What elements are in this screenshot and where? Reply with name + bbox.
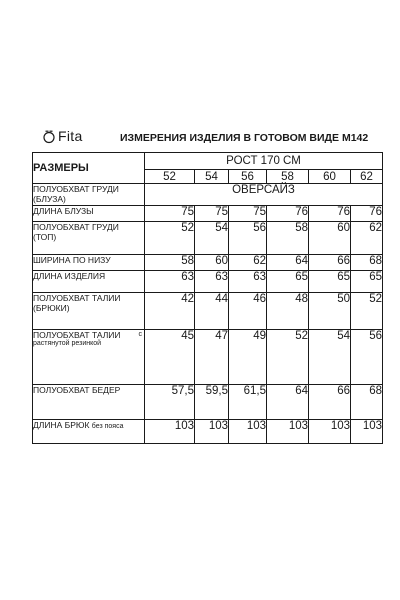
value-cell: 60 (195, 255, 229, 271)
value-cell: 68 (351, 255, 383, 271)
value-cell: 56 (229, 222, 267, 255)
table-header-row (33, 153, 383, 170)
value-cell: 66 (309, 255, 351, 271)
value-cell: 50 (309, 293, 351, 330)
table-row (33, 222, 383, 255)
header (42, 128, 378, 150)
table-row (33, 271, 383, 293)
value-cell: 54 (195, 222, 229, 255)
row-label: ПОЛУОБХВАТ ТАЛИИ (БРЮКИ) (33, 293, 145, 330)
value-cell: 65 (309, 271, 351, 293)
value-cell: 60 (309, 222, 351, 255)
size-cell: 52 (145, 170, 195, 184)
row-label: ДЛИНА ИЗДЕЛИЯ (33, 271, 145, 293)
value-cell: 75 (145, 206, 195, 222)
size-cell: 62 (351, 170, 383, 184)
value-cell: 58 (145, 255, 195, 271)
value-cell: 63 (145, 271, 195, 293)
table-row (33, 420, 383, 444)
height-header: РОСТ 170 СМ (145, 153, 383, 170)
size-cell: 54 (195, 170, 229, 184)
value-cell: 56 (351, 330, 383, 385)
value-cell: 76 (351, 206, 383, 222)
value-cell: 52 (351, 293, 383, 330)
row-label-main: ПОЛУОБХВАТ ТАЛИИ (33, 330, 121, 340)
value-cell: 75 (195, 206, 229, 222)
value-cell: 58 (267, 222, 309, 255)
size-cell: 58 (267, 170, 309, 184)
row-note: без пояса (91, 423, 124, 430)
value-cell: 68 (351, 385, 383, 420)
value-cell: 103 (309, 420, 351, 444)
row-label-main: ДЛИНА БРЮК (33, 420, 90, 430)
value-cell: 66 (309, 385, 351, 420)
value-cell: 52 (267, 330, 309, 385)
document-title: ИЗМЕРЕНИЯ ИЗДЕЛИЯ В ГОТОВОМ ВИДЕ М142 (120, 132, 369, 144)
oversize-cell: ОВЕРСАЙЗ (145, 184, 383, 206)
fita-logo-icon (42, 128, 56, 144)
value-cell: 63 (229, 271, 267, 293)
value-cell: 64 (267, 385, 309, 420)
row-label: ШИРИНА ПО НИЗУ (33, 255, 145, 271)
table-row (33, 385, 383, 420)
value-cell: 52 (145, 222, 195, 255)
value-cell: 47 (195, 330, 229, 385)
logo-text: Fita (58, 128, 83, 144)
size-cell: 56 (229, 170, 267, 184)
value-cell: 103 (229, 420, 267, 444)
value-cell: 103 (145, 420, 195, 444)
value-cell: 45 (145, 330, 195, 385)
size-cell: 60 (309, 170, 351, 184)
value-cell: 76 (267, 206, 309, 222)
table-row (33, 184, 383, 206)
value-cell: 63 (195, 271, 229, 293)
row-note: растянутой резинкой (33, 340, 102, 347)
value-cell: 103 (195, 420, 229, 444)
value-cell: 64 (267, 255, 309, 271)
value-cell: 75 (229, 206, 267, 222)
table-row (33, 330, 383, 385)
value-cell: 76 (309, 206, 351, 222)
table-row (33, 255, 383, 271)
value-cell: 54 (309, 330, 351, 385)
value-cell: 61,5 (229, 385, 267, 420)
value-cell: 49 (229, 330, 267, 385)
table-row (33, 293, 383, 330)
value-cell: 103 (267, 420, 309, 444)
value-cell: 62 (351, 222, 383, 255)
size-table (32, 152, 383, 444)
row-label: ПОЛУОБХВАТ БЕДЕР (33, 385, 145, 420)
value-cell: 62 (229, 255, 267, 271)
row-label: ПОЛУОБХВАТ ГРУДИ (ТОП) (33, 222, 145, 255)
value-cell: 103 (351, 420, 383, 444)
value-cell: 46 (229, 293, 267, 330)
row-label (33, 420, 145, 444)
table-row (33, 206, 383, 222)
row-note-c: с (138, 331, 142, 338)
value-cell: 48 (267, 293, 309, 330)
row-label: ДЛИНА БЛУЗЫ (33, 206, 145, 222)
row-label: ПОЛУОБХВАТ ГРУДИ (БЛУЗА) (33, 184, 145, 206)
value-cell: 42 (145, 293, 195, 330)
size-header: РАЗМЕРЫ (33, 153, 145, 184)
value-cell: 65 (351, 271, 383, 293)
brand-logo (42, 128, 83, 144)
value-cell: 65 (267, 271, 309, 293)
row-label (33, 330, 145, 385)
value-cell: 44 (195, 293, 229, 330)
value-cell: 57,5 (145, 385, 195, 420)
value-cell: 59,5 (195, 385, 229, 420)
